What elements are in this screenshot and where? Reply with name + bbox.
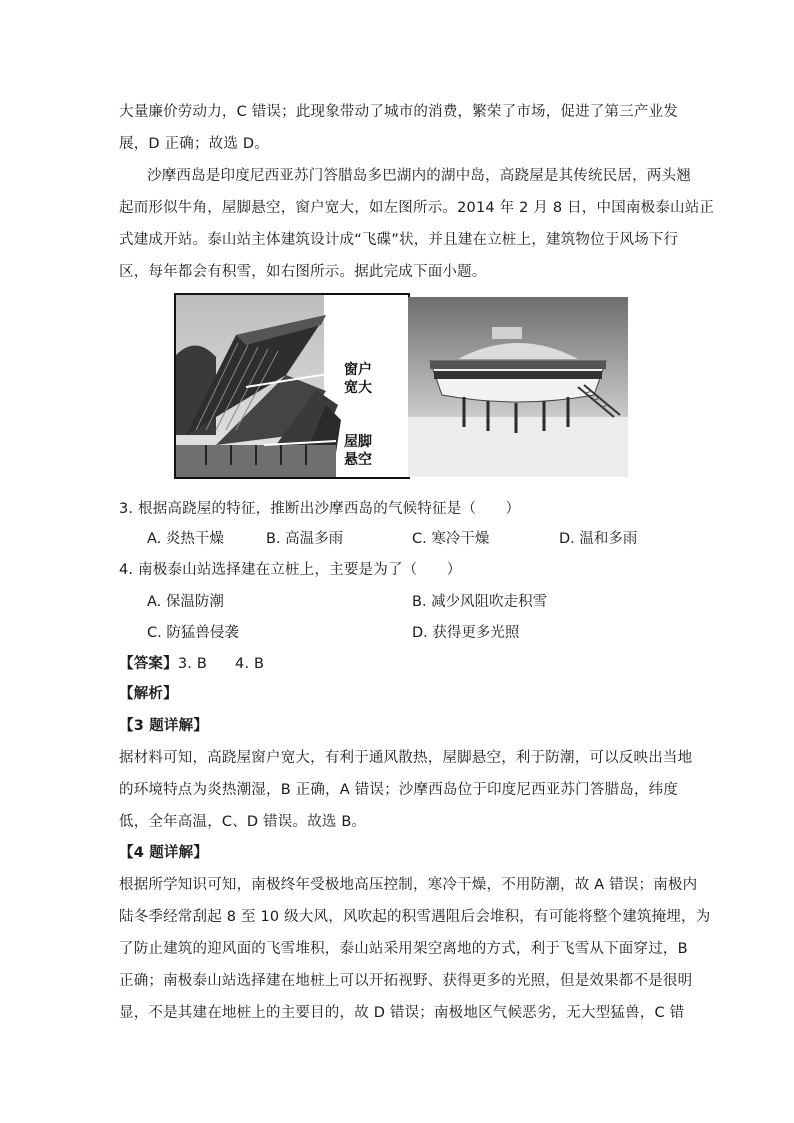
- intro-line-3: 式建成开站。泰山站主体建筑设计成“飞碟”状，并且建在立桩上，建筑物位于风场下行: [119, 232, 679, 248]
- answer-line: [119, 654, 264, 674]
- taishan-station-illustration: [408, 297, 628, 477]
- taishan-station-photo: [408, 297, 628, 477]
- para-top-line-2: 展，D 正确；故选 D。: [119, 136, 269, 152]
- detail-4-label: 【4 题详解】: [119, 845, 209, 861]
- answer-3: 3. B: [177, 656, 208, 672]
- label-stilts-2: 悬空: [344, 452, 372, 468]
- intro-line-2: 起而形似牛角，屋脚悬空，窗户宽大，如左图所示。2014 年 2 月 8 日，中国南极泰山站正: [119, 200, 715, 216]
- detail-4-line-2: 陆冬季经常刮起 8 至 10 级大风，风吹起的积雪遇阻后会堆积，有可能将整个建筑掩埋，为: [119, 909, 711, 925]
- answer-label: 【答案】: [119, 656, 178, 672]
- q3-option-d: D. 温和多雨: [559, 531, 638, 547]
- q3-option-b: B. 高温多雨: [266, 531, 344, 547]
- detail-3-line-1: 据材料可知，高跷屋窗户宽大，有利于通风散热，屋脚悬空，利于防潮，可以反映出当地: [119, 750, 693, 766]
- detail-4-line-5: 显，不是其建在地桩上的主要目的，故 D 错误；南极地区气候恶劣，无大型猛兽，C 错: [119, 1005, 685, 1021]
- q3-option-c: C. 寒冷干燥: [412, 531, 490, 547]
- label-stilts-1: 屋脚: [344, 434, 372, 450]
- q4-stem: 4. 南极泰山站选择建在立桩上，主要是为了（ ）: [119, 562, 462, 578]
- q4-option-c: C. 防猛兽侵袭: [147, 625, 239, 641]
- q4-option-d: D. 获得更多光照: [412, 625, 520, 641]
- q4-option-b: B. 减少风阻吹走积雪: [412, 594, 548, 610]
- label-window-1: 窗户: [344, 362, 372, 378]
- stilt-house-photo: [174, 293, 410, 479]
- q4-option-a: A. 保温防潮: [147, 594, 224, 610]
- detail-3-label: 【3 题详解】: [119, 718, 209, 734]
- label-window-2: 宽大: [344, 380, 372, 396]
- analysis-label: 【解析】: [119, 686, 178, 702]
- para-top-line-1: 大量廉价劳动力，C 错误；此现象带动了城市的消费，繁荣了市场，促进了第三产业发: [119, 104, 679, 120]
- intro-line-4: 区，每年都会有积雪，如右图所示。据此完成下面小题。: [119, 264, 487, 280]
- detail-4-line-3: 了防止建筑的迎风面的飞雪堆积，泰山站采用架空离地的方式，利于飞雪从下面穿过，B: [119, 941, 688, 957]
- intro-line-1: 沙摩西岛是印度尼西亚苏门答腊岛多巴湖内的湖中岛，高跷屋是其传统民居，两头翘: [147, 168, 691, 184]
- detail-3-line-3: 低，全年高温，C、D 错误。故选 B。: [119, 814, 367, 830]
- q3-stem: 3. 根据高跷屋的特征，推断出沙摩西岛的气候特征是（ ）: [119, 501, 521, 517]
- answer-4: 4. B: [235, 656, 265, 672]
- figure: [174, 293, 628, 479]
- detail-4-line-4: 正确；南极泰山站选择建在地桩上可以开拓视野、获得更多的光照，但是效果都不是很明: [119, 973, 693, 989]
- q3-option-a: A. 炎热干燥: [147, 531, 224, 547]
- detail-3-line-2: 的环境特点为炎热潮湿，B 正确，A 错误；沙摩西岛位于印度尼西亚苏门答腊岛，纬度: [119, 782, 679, 798]
- detail-4-line-1: 根据所学知识可知，南极终年受极地高压控制，寒冷干燥，不用防潮，故 A 错误；南极内: [119, 877, 698, 893]
- stilt-house-illustration: [176, 295, 408, 477]
